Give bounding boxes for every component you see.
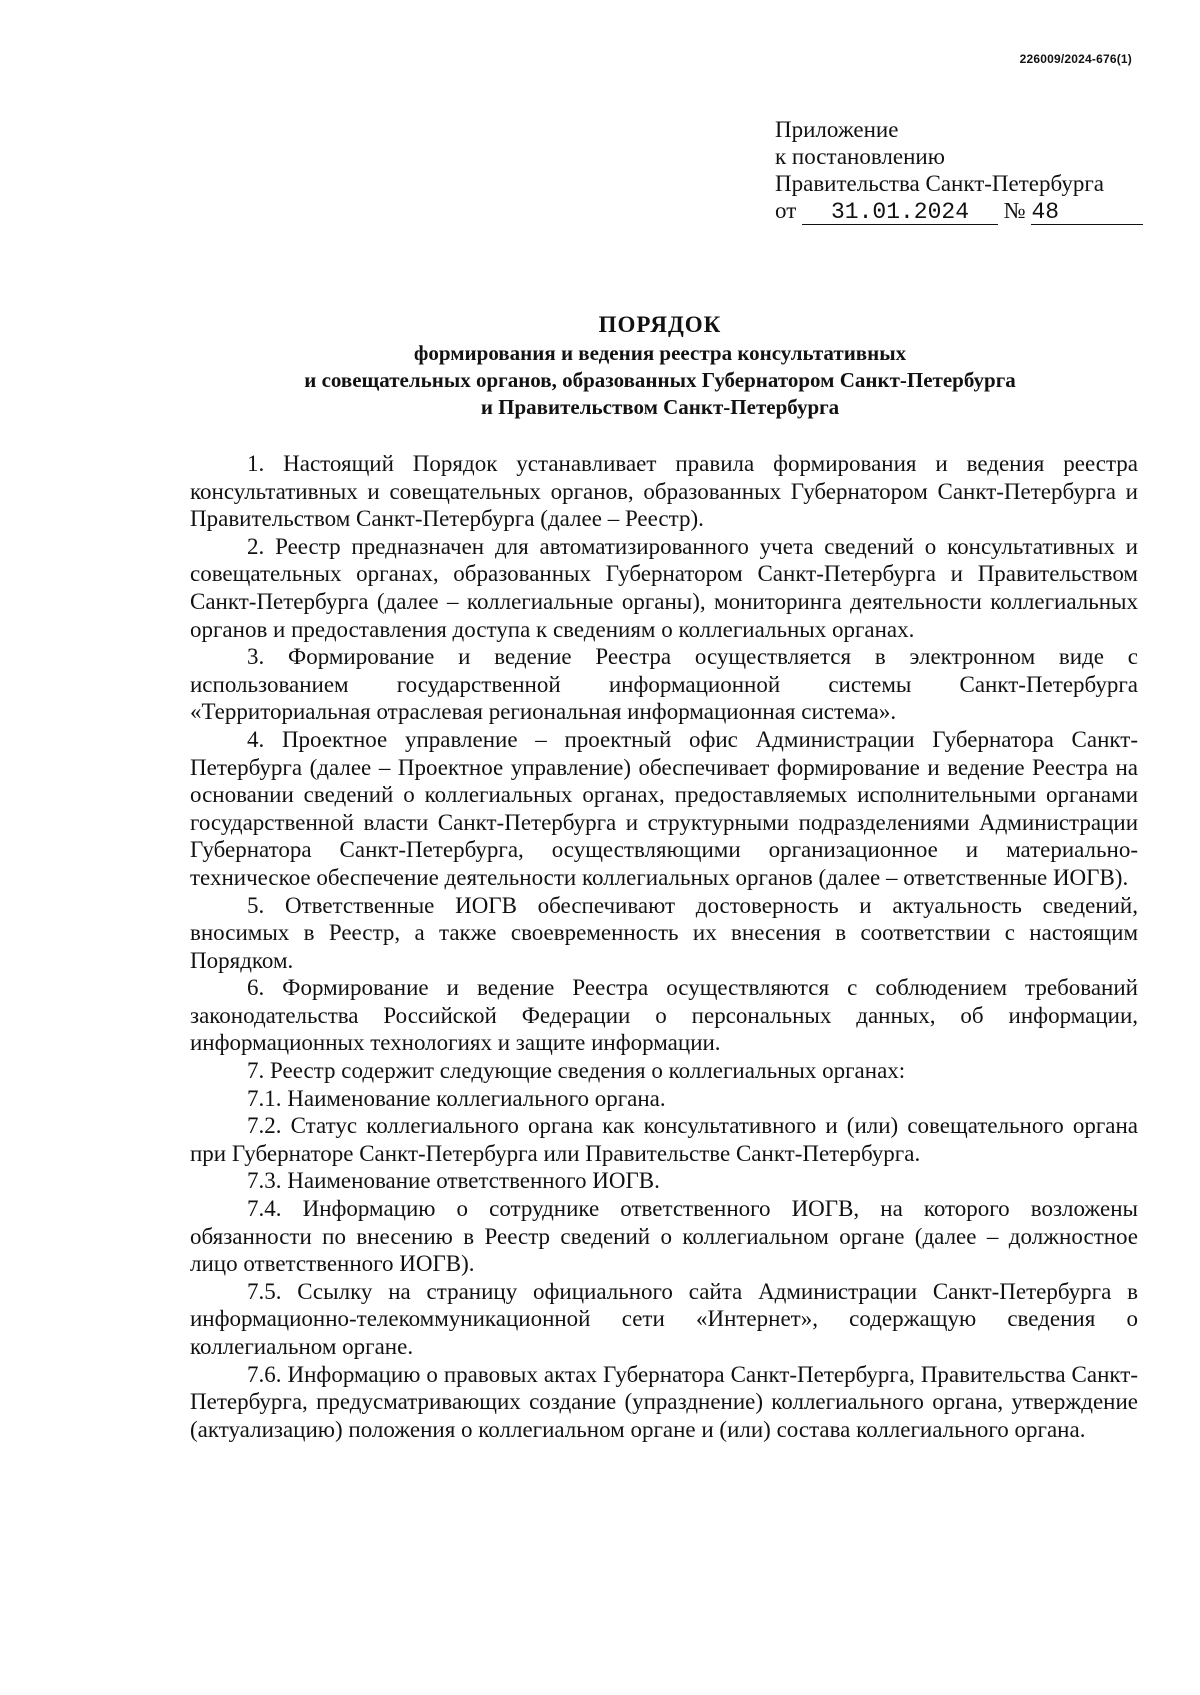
paragraph-7-4: 7.4. Информацию о сотруднике ответственного ИОГВ, на которого возложены обязанности по внесению в Реестр сведений о коллегиальном органе (далее – должностное лицо ответственного ИОГВ). [190, 1196, 1138, 1277]
paragraph-7-6: 7.6. Информацию о правовых актах Губернатора Санкт-Петербурга, Правительства Санкт-Петербурга, предусматривающих создание (упразднение) коллегиального органа, утверждение (актуализацию) положения о коллегиальном органе и (или) состава коллегиального органа. [190, 1361, 1138, 1442]
appendix-date-line [775, 197, 1143, 225]
title-sub-2: и совещательных органов, образованных Губернатором Санкт-Петербурга [304, 368, 1016, 392]
document-body [190, 450, 1138, 1443]
paragraph-3: 3. Формирование и ведение Реестра осуществляется в электронном виде с использованием государственной информационной системы Санкт-Петербурга «Территориальная отраслевая региональная информационная система». [190, 644, 1138, 725]
paragraph-7-3: 7.3. Наименование ответственного ИОГВ. [247, 1168, 660, 1194]
resolution-date: 31.01.2024 [802, 200, 998, 225]
paragraph-1: 1. Настоящий Порядок устанавливает правила формирования и ведения реестра консультативных и совещательных органов, образованных Губернатором Санкт-Петербурга и Правительством Санкт-Петербурга (далее – Реестр). [190, 451, 1138, 532]
number-label: № [1003, 198, 1026, 223]
paragraph-6: 6. Формирование и ведение Реестра осуществляются с соблюдением требований законодательства Российской Федерации о персональных данных, об информации, информационных технологиях и защите информации. [190, 975, 1138, 1056]
paragraph-5: 5. Ответственные ИОГВ обеспечивают достоверность и актуальность сведений, вносимых в Реестр, а также своевременность их внесения в соответствии с настоящим Порядком. [190, 892, 1138, 973]
appendix-line-1: Приложение [775, 117, 899, 142]
paragraph-4: 4. Проектное управление – проектный офис Администрации Губернатора Санкт-Петербурга (далее – Проектное управление) обеспечивает формирование и ведение Реестра на основании сведений о коллегиальных органах, предоставляемых исполнительными органами государственной власти Санкт-Петербурга и структурными подразделениями Администрации Губернатора Санкт-Петербурга, осуществляющими организационное и материально-техническое обеспечение деятельности коллегиальных органов (далее – ответственные ИОГВ). [190, 726, 1138, 890]
document-id: 226009/2024-676(1) [1019, 52, 1132, 66]
paragraph-7-2: 7.2. Статус коллегиального органа как консультативного и (или) совещательного органа при Губернаторе Санкт-Петербурга или Правительстве Санкт-Петербурга. [190, 1113, 1138, 1166]
from-label: от [775, 198, 797, 223]
appendix-block [775, 116, 1143, 225]
paragraph-7-1: 7.1. Наименование коллегиального органа. [247, 1085, 666, 1111]
title-main: ПОРЯДОК [598, 312, 722, 337]
appendix-line-2: к постановлению [775, 144, 945, 169]
paragraph-2: 2. Реестр предназначен для автоматизированного учета сведений о консультативных и совещательных органах, образованных Губернатором Санкт-Петербурга и Правительством Санкт-Петербурга (далее – коллегиальные органы), мониторинга деятельности коллегиальных органов и предоставления доступа к сведениям о коллегиальных органах. [190, 533, 1138, 642]
paragraph-7-5: 7.5. Ссылку на страницу официального сайта Администрации Санкт-Петербурга в информационно-телекоммуникационной сети «Интернет», содержащую сведения о коллегиальном органе. [190, 1278, 1138, 1359]
title-sub-1: формирования и ведения реестра консультативных [413, 341, 907, 365]
resolution-number: 48 [1031, 200, 1143, 225]
document-title [190, 310, 1130, 421]
paragraph-7: 7. Реестр содержит следующие сведения о коллегиальных органах: [247, 1058, 906, 1084]
appendix-line-3: Правительства Санкт-Петербурга [775, 171, 1104, 196]
title-sub-3: и Правительством Санкт-Петербурга [480, 395, 840, 419]
